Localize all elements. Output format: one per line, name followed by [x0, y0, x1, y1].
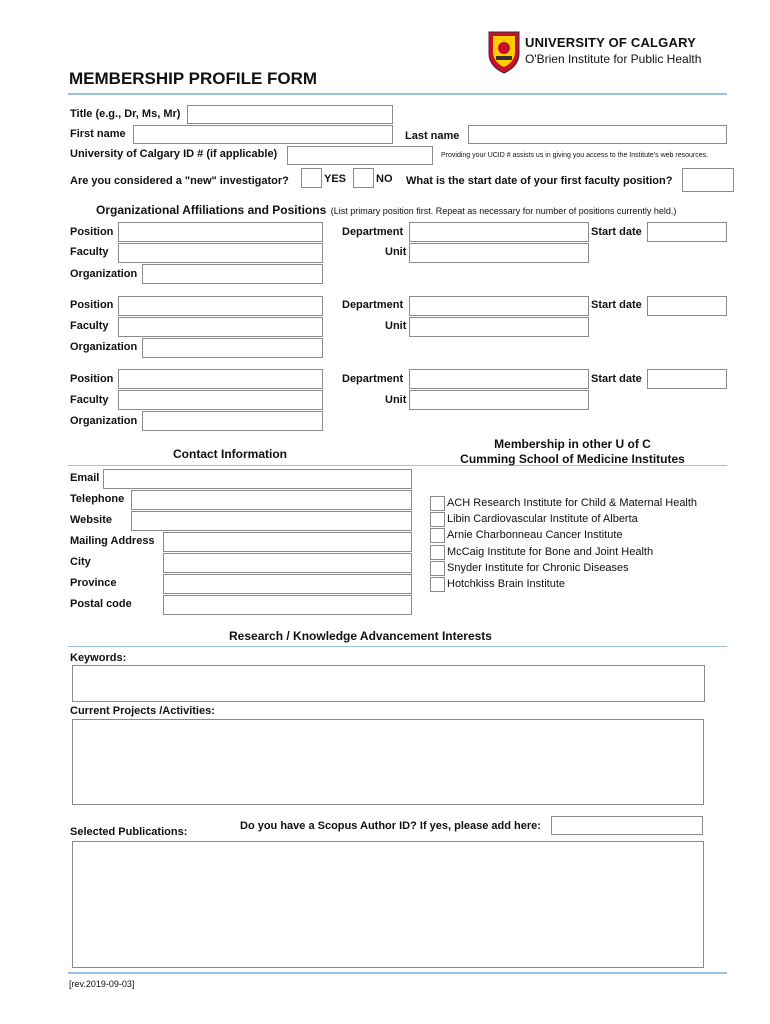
position-label: Position [70, 226, 114, 238]
website-label: Website [70, 514, 112, 526]
institute-label-snyder: Snyder Institute for Chronic Diseases [447, 562, 629, 574]
no-checkbox[interactable] [353, 168, 374, 188]
unit-field[interactable] [409, 390, 589, 410]
department-label: Department [342, 299, 404, 311]
start-date-field[interactable] [647, 296, 727, 316]
postal-code-field[interactable] [163, 595, 412, 615]
institute-checkbox-mccaig[interactable] [430, 545, 445, 560]
institute-label-charbonneau: Arnie Charbonneau Cancer Institute [447, 529, 623, 541]
scopus-id-field[interactable] [551, 816, 703, 835]
publications-label: Selected Publications: [70, 826, 188, 838]
university-name: UNIVERSITY OF CALGARY [525, 35, 697, 50]
institute-checkbox-charbonneau[interactable] [430, 528, 445, 543]
department-field[interactable] [409, 222, 589, 242]
position-field[interactable] [118, 296, 323, 316]
department-label: Department [342, 226, 404, 238]
university-logo [487, 30, 747, 76]
research-heading: Research / Knowledge Advancement Interests [229, 629, 492, 643]
city-label: City [70, 556, 91, 568]
organization-label: Organization [70, 415, 138, 427]
organization-field[interactable] [142, 411, 323, 431]
yes-label: YES [324, 173, 347, 185]
province-field[interactable] [163, 574, 412, 594]
email-field[interactable] [103, 469, 412, 489]
department-label: Department [342, 373, 404, 385]
start-date-label: Start date [591, 226, 642, 238]
scopus-label: Do you have a Scopus Author ID? If yes, please add here: [240, 820, 541, 832]
organization-label: Organization [70, 268, 138, 280]
institute-name: O'Brien Institute for Public Health [525, 52, 702, 66]
membership-heading-line1: Membership in other U of C [494, 437, 651, 451]
position-label: Position [70, 373, 114, 385]
institute-label-libin: Libin Cardiovascular Institute of Alberta [447, 513, 638, 525]
revision-label: [rev.2019-09-03] [69, 979, 135, 989]
faculty-field[interactable] [118, 317, 323, 337]
title-label: Title (e.g., Dr, Ms, Mr) [70, 108, 181, 120]
postal-code-label: Postal code [70, 598, 132, 610]
city-field[interactable] [163, 553, 412, 573]
research-divider [68, 646, 727, 647]
organization-field[interactable] [142, 264, 323, 284]
last-name-label: Last name [405, 130, 460, 142]
affiliations-heading: Organizational Affiliations and Positions [96, 203, 327, 217]
title-divider [68, 93, 727, 95]
page-title: MEMBERSHIP PROFILE FORM [69, 69, 318, 88]
start-date-field[interactable] [647, 222, 727, 242]
projects-field[interactable] [72, 719, 704, 805]
contact-heading: Contact Information [173, 447, 287, 461]
position-field[interactable] [118, 369, 323, 389]
province-label: Province [70, 577, 117, 589]
faculty-label: Faculty [70, 246, 109, 258]
yes-checkbox[interactable] [301, 168, 322, 188]
institute-checkbox-libin[interactable] [430, 512, 445, 527]
website-field[interactable] [131, 511, 412, 531]
faculty-label: Faculty [70, 320, 109, 332]
mailing-address-label: Mailing Address [70, 535, 155, 547]
university-crest-icon [487, 30, 521, 74]
first-name-label: First name [70, 128, 126, 140]
mailing-address-field[interactable] [163, 532, 412, 552]
ucid-label: University of Calgary ID # (if applicable) [70, 148, 278, 160]
title-field[interactable] [187, 105, 393, 124]
new-investigator-label: Are you considered a "new" investigator? [70, 175, 289, 187]
unit-label: Unit [385, 394, 407, 406]
first-name-field[interactable] [133, 125, 393, 144]
faculty-field[interactable] [118, 243, 323, 263]
no-label: NO [376, 173, 393, 185]
start-date-question: What is the start date of your first faculty position? [406, 175, 673, 187]
affiliations-heading-row [96, 201, 676, 219]
institute-checkbox-hotchkiss[interactable] [430, 577, 445, 592]
start-date-field[interactable] [647, 369, 727, 389]
telephone-label: Telephone [70, 493, 125, 505]
publications-field[interactable] [72, 841, 704, 968]
faculty-label: Faculty [70, 394, 109, 406]
position-label: Position [70, 299, 114, 311]
keywords-field[interactable] [72, 665, 705, 702]
institute-checkbox-snyder[interactable] [430, 561, 445, 576]
footer-divider [68, 972, 727, 974]
ucid-note: Providing your UCID # assists us in giving you access to the Institute's web resources. [441, 152, 709, 159]
keywords-label: Keywords: [70, 652, 127, 664]
membership-heading-line2: Cumming School of Medicine Institutes [460, 452, 685, 466]
institute-label-hotchkiss: Hotchkiss Brain Institute [447, 578, 565, 590]
unit-field[interactable] [409, 243, 589, 263]
unit-label: Unit [385, 320, 407, 332]
ucid-field[interactable] [287, 146, 433, 165]
email-label: Email [70, 472, 100, 484]
institute-checkbox-ach[interactable] [430, 496, 445, 511]
telephone-field[interactable] [131, 490, 412, 510]
institute-label-ach: ACH Research Institute for Child & Maternal Health [447, 497, 698, 509]
last-name-field[interactable] [468, 125, 727, 144]
first-faculty-start-date-field[interactable] [682, 168, 734, 192]
department-field[interactable] [409, 296, 589, 316]
membership-heading [440, 437, 705, 467]
start-date-label: Start date [591, 373, 642, 385]
position-field[interactable] [118, 222, 323, 242]
start-date-label: Start date [591, 299, 642, 311]
department-field[interactable] [409, 369, 589, 389]
affiliations-note: (List primary position first. Repeat as necessary for number of positions currently held.) [330, 206, 677, 216]
organization-label: Organization [70, 341, 138, 353]
organization-field[interactable] [142, 338, 323, 358]
faculty-field[interactable] [118, 390, 323, 410]
unit-field[interactable] [409, 317, 589, 337]
institute-label-mccaig: McCaig Institute for Bone and Joint Health [447, 546, 654, 558]
unit-label: Unit [385, 246, 407, 258]
projects-label: Current Projects /Activities: [70, 705, 215, 717]
